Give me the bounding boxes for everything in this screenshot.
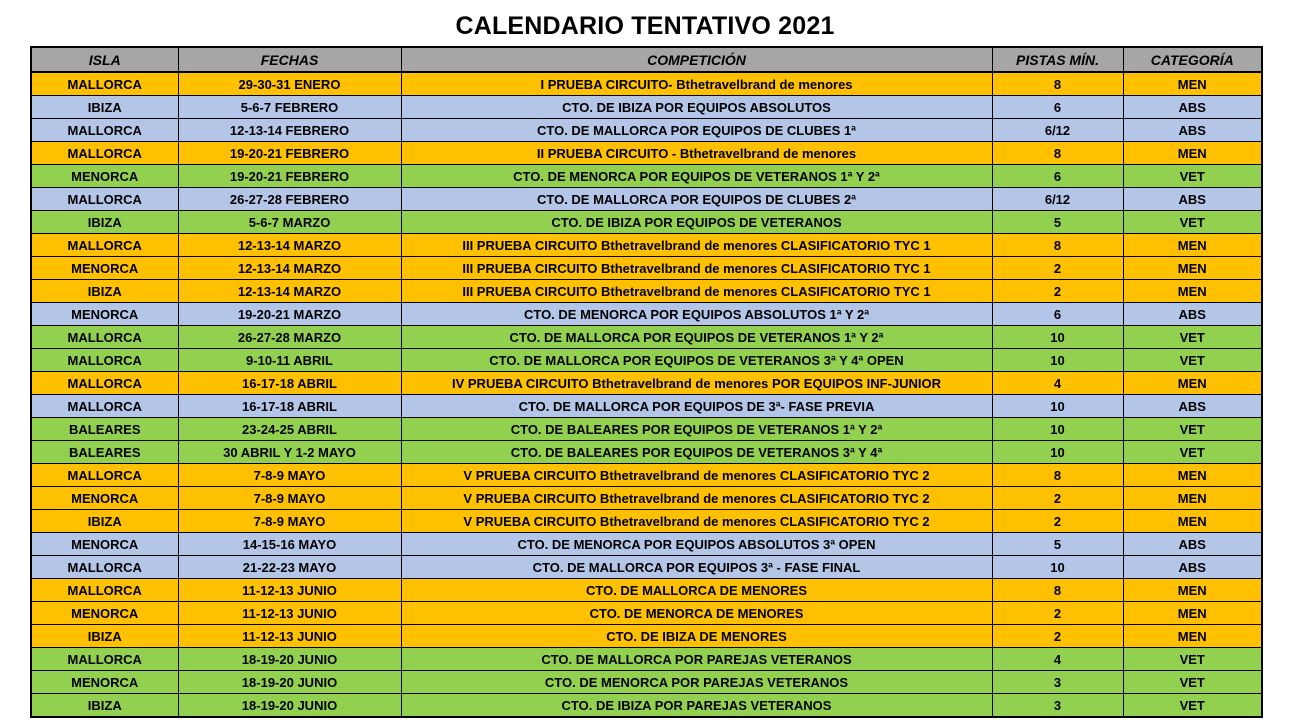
table-row <box>31 96 1262 119</box>
table-row <box>31 188 1262 211</box>
isla-cell: IBIZA <box>31 280 178 303</box>
competicion-cell: V PRUEBA CIRCUITO Bthetravelbrand de menores CLASIFICATORIO TYC 2 <box>401 487 992 510</box>
categoria-cell: VET <box>1123 441 1262 464</box>
competicion-cell: III PRUEBA CIRCUITO Bthetravelbrand de menores CLASIFICATORIO TYC 1 <box>401 234 992 257</box>
table-row <box>31 556 1262 579</box>
table-row <box>31 142 1262 165</box>
pistas-cell: 10 <box>992 556 1123 579</box>
pistas-cell: 5 <box>992 211 1123 234</box>
table-row <box>31 234 1262 257</box>
isla-cell: MALLORCA <box>31 349 178 372</box>
calendar-table <box>30 46 1263 718</box>
competicion-cell: CTO. DE IBIZA POR EQUIPOS ABSOLUTOS <box>401 96 992 119</box>
pistas-cell: 6 <box>992 303 1123 326</box>
categoria-cell: MEN <box>1123 579 1262 602</box>
competicion-cell: CTO. DE MALLORCA POR EQUIPOS DE VETERANOS 1ª Y 2ª <box>401 326 992 349</box>
competicion-cell: CTO. DE IBIZA POR EQUIPOS DE VETERANOS <box>401 211 992 234</box>
categoria-cell: MEN <box>1123 280 1262 303</box>
competicion-cell: II PRUEBA CIRCUITO - Bthetravelbrand de menores <box>401 142 992 165</box>
table-row <box>31 303 1262 326</box>
fechas-cell: 12-13-14 MARZO <box>178 280 401 303</box>
fechas-cell: 12-13-14 FEBRERO <box>178 119 401 142</box>
competicion-cell: CTO. DE MALLORCA POR PAREJAS VETERANOS <box>401 648 992 671</box>
isla-cell: MALLORCA <box>31 326 178 349</box>
table-row <box>31 257 1262 280</box>
pistas-cell: 8 <box>992 142 1123 165</box>
competicion-cell: III PRUEBA CIRCUITO Bthetravelbrand de menores CLASIFICATORIO TYC 1 <box>401 280 992 303</box>
categoria-cell: VET <box>1123 418 1262 441</box>
pistas-cell: 10 <box>992 418 1123 441</box>
categoria-cell: MEN <box>1123 510 1262 533</box>
table-row <box>31 119 1262 142</box>
isla-cell: MALLORCA <box>31 72 178 96</box>
isla-cell: MALLORCA <box>31 648 178 671</box>
isla-cell: IBIZA <box>31 96 178 119</box>
pistas-cell: 8 <box>992 464 1123 487</box>
pistas-cell: 2 <box>992 257 1123 280</box>
pistas-cell: 2 <box>992 510 1123 533</box>
pistas-cell: 4 <box>992 648 1123 671</box>
pistas-cell: 2 <box>992 487 1123 510</box>
fechas-cell: 14-15-16 MAYO <box>178 533 401 556</box>
isla-cell: IBIZA <box>31 510 178 533</box>
column-header-fechas: FECHAS <box>178 47 401 72</box>
categoria-cell: VET <box>1123 349 1262 372</box>
isla-cell: MENORCA <box>31 303 178 326</box>
competicion-cell: CTO. DE MENORCA POR EQUIPOS DE VETERANOS 1ª Y 2ª <box>401 165 992 188</box>
isla-cell: MALLORCA <box>31 556 178 579</box>
isla-cell: BALEARES <box>31 418 178 441</box>
table-body <box>31 72 1262 717</box>
isla-cell: IBIZA <box>31 694 178 718</box>
categoria-cell: ABS <box>1123 119 1262 142</box>
isla-cell: MENORCA <box>31 257 178 280</box>
categoria-cell: MEN <box>1123 372 1262 395</box>
column-header-isla: ISLA <box>31 47 178 72</box>
pistas-cell: 2 <box>992 280 1123 303</box>
categoria-cell: MEN <box>1123 234 1262 257</box>
pistas-cell: 5 <box>992 533 1123 556</box>
table-row <box>31 165 1262 188</box>
isla-cell: MENORCA <box>31 165 178 188</box>
competicion-cell: V PRUEBA CIRCUITO Bthetravelbrand de menores CLASIFICATORIO TYC 2 <box>401 510 992 533</box>
table-row <box>31 418 1262 441</box>
pistas-cell: 8 <box>992 234 1123 257</box>
competicion-cell: V PRUEBA CIRCUITO Bthetravelbrand de menores CLASIFICATORIO TYC 2 <box>401 464 992 487</box>
isla-cell: IBIZA <box>31 625 178 648</box>
competicion-cell: CTO. DE BALEARES POR EQUIPOS DE VETERANOS 1ª Y 2ª <box>401 418 992 441</box>
categoria-cell: ABS <box>1123 188 1262 211</box>
isla-cell: IBIZA <box>31 211 178 234</box>
table-row <box>31 441 1262 464</box>
fechas-cell: 19-20-21 FEBRERO <box>178 142 401 165</box>
categoria-cell: MEN <box>1123 142 1262 165</box>
categoria-cell: ABS <box>1123 556 1262 579</box>
fechas-cell: 11-12-13 JUNIO <box>178 625 401 648</box>
page-title: CALENDARIO TENTATIVO 2021 <box>455 12 835 40</box>
categoria-cell: MEN <box>1123 602 1262 625</box>
fechas-cell: 29-30-31 ENERO <box>178 72 401 96</box>
table-row <box>31 211 1262 234</box>
fechas-cell: 5-6-7 MARZO <box>178 211 401 234</box>
pistas-cell: 10 <box>992 395 1123 418</box>
table-row <box>31 464 1262 487</box>
pistas-cell: 10 <box>992 441 1123 464</box>
fechas-cell: 19-20-21 MARZO <box>178 303 401 326</box>
isla-cell: MENORCA <box>31 602 178 625</box>
categoria-cell: MEN <box>1123 625 1262 648</box>
categoria-cell: MEN <box>1123 487 1262 510</box>
isla-cell: MENORCA <box>31 671 178 694</box>
fechas-cell: 11-12-13 JUNIO <box>178 602 401 625</box>
table-row <box>31 602 1262 625</box>
pistas-cell: 6 <box>992 96 1123 119</box>
fechas-cell: 12-13-14 MARZO <box>178 257 401 280</box>
categoria-cell: VET <box>1123 326 1262 349</box>
pistas-cell: 8 <box>992 72 1123 96</box>
competicion-cell: III PRUEBA CIRCUITO Bthetravelbrand de menores CLASIFICATORIO TYC 1 <box>401 257 992 280</box>
competicion-cell: CTO. DE IBIZA DE MENORES <box>401 625 992 648</box>
column-header-categoria: CATEGORÍA <box>1123 47 1262 72</box>
competicion-cell: CTO. DE MENORCA DE MENORES <box>401 602 992 625</box>
table-row <box>31 510 1262 533</box>
table-row <box>31 579 1262 602</box>
fechas-cell: 21-22-23 MAYO <box>178 556 401 579</box>
table-row <box>31 694 1262 718</box>
isla-cell: MALLORCA <box>31 119 178 142</box>
competicion-cell: CTO. DE MALLORCA POR EQUIPOS DE VETERANOS 3ª Y 4ª OPEN <box>401 349 992 372</box>
table-row <box>31 671 1262 694</box>
competicion-cell: CTO. DE MALLORCA DE MENORES <box>401 579 992 602</box>
fechas-cell: 18-19-20 JUNIO <box>178 694 401 718</box>
pistas-cell: 8 <box>992 579 1123 602</box>
pistas-cell: 10 <box>992 326 1123 349</box>
categoria-cell: ABS <box>1123 303 1262 326</box>
fechas-cell: 12-13-14 MARZO <box>178 234 401 257</box>
pistas-cell: 6/12 <box>992 188 1123 211</box>
pistas-cell: 6 <box>992 165 1123 188</box>
categoria-cell: VET <box>1123 671 1262 694</box>
competicion-cell: CTO. DE MALLORCA POR EQUIPOS DE CLUBES 1ª <box>401 119 992 142</box>
pistas-cell: 3 <box>992 694 1123 718</box>
table-row <box>31 395 1262 418</box>
fechas-cell: 16-17-18 ABRIL <box>178 395 401 418</box>
fechas-cell: 11-12-13 JUNIO <box>178 579 401 602</box>
categoria-cell: VET <box>1123 165 1262 188</box>
competicion-cell: CTO. DE BALEARES POR EQUIPOS DE VETERANOS 3ª Y 4ª <box>401 441 992 464</box>
categoria-cell: VET <box>1123 211 1262 234</box>
isla-cell: MALLORCA <box>31 142 178 165</box>
table-row <box>31 72 1262 96</box>
competicion-cell: CTO. DE MALLORCA POR EQUIPOS DE CLUBES 2ª <box>401 188 992 211</box>
isla-cell: MALLORCA <box>31 464 178 487</box>
fechas-cell: 9-10-11 ABRIL <box>178 349 401 372</box>
fechas-cell: 7-8-9 MAYO <box>178 464 401 487</box>
column-header-competicion: COMPETICIÓN <box>401 47 992 72</box>
categoria-cell: MEN <box>1123 257 1262 280</box>
pistas-cell: 6/12 <box>992 119 1123 142</box>
table-row <box>31 349 1262 372</box>
fechas-cell: 30 ABRIL Y 1-2 MAYO <box>178 441 401 464</box>
fechas-cell: 18-19-20 JUNIO <box>178 671 401 694</box>
isla-cell: MALLORCA <box>31 395 178 418</box>
pistas-cell: 2 <box>992 625 1123 648</box>
competicion-cell: I PRUEBA CIRCUITO- Bthetravelbrand de menores <box>401 72 992 96</box>
fechas-cell: 18-19-20 JUNIO <box>178 648 401 671</box>
competicion-cell: CTO. DE MENORCA POR PAREJAS VETERANOS <box>401 671 992 694</box>
fechas-cell: 23-24-25 ABRIL <box>178 418 401 441</box>
categoria-cell: ABS <box>1123 96 1262 119</box>
table-row <box>31 326 1262 349</box>
pistas-cell: 4 <box>992 372 1123 395</box>
table-row <box>31 533 1262 556</box>
pistas-cell: 2 <box>992 602 1123 625</box>
fechas-cell: 16-17-18 ABRIL <box>178 372 401 395</box>
fechas-cell: 26-27-28 FEBRERO <box>178 188 401 211</box>
fechas-cell: 5-6-7 FEBRERO <box>178 96 401 119</box>
header-row <box>31 47 1262 72</box>
competicion-cell: IV PRUEBA CIRCUITO Bthetravelbrand de menores POR EQUIPOS INF-JUNIOR <box>401 372 992 395</box>
isla-cell: MENORCA <box>31 533 178 556</box>
isla-cell: MALLORCA <box>31 234 178 257</box>
isla-cell: MALLORCA <box>31 188 178 211</box>
table-row <box>31 648 1262 671</box>
categoria-cell: MEN <box>1123 72 1262 96</box>
table-row <box>31 487 1262 510</box>
competicion-cell: CTO. DE MALLORCA POR EQUIPOS DE 3ª- FASE PREVIA <box>401 395 992 418</box>
pistas-cell: 3 <box>992 671 1123 694</box>
column-header-pistas: PISTAS MÍN. <box>992 47 1123 72</box>
fechas-cell: 26-27-28 MARZO <box>178 326 401 349</box>
competicion-cell: CTO. DE IBIZA POR PAREJAS VETERANOS <box>401 694 992 718</box>
table-row <box>31 280 1262 303</box>
categoria-cell: MEN <box>1123 464 1262 487</box>
table-row <box>31 372 1262 395</box>
isla-cell: BALEARES <box>31 441 178 464</box>
isla-cell: MENORCA <box>31 487 178 510</box>
competicion-cell: CTO. DE MALLORCA POR EQUIPOS 3ª - FASE FINAL <box>401 556 992 579</box>
categoria-cell: VET <box>1123 648 1262 671</box>
competicion-cell: CTO. DE MENORCA POR EQUIPOS ABSOLUTOS 1ª Y 2ª <box>401 303 992 326</box>
competicion-cell: CTO. DE MENORCA POR EQUIPOS ABSOLUTOS 3ª OPEN <box>401 533 992 556</box>
table-row <box>31 625 1262 648</box>
pistas-cell: 10 <box>992 349 1123 372</box>
fechas-cell: 19-20-21 FEBRERO <box>178 165 401 188</box>
categoria-cell: ABS <box>1123 395 1262 418</box>
categoria-cell: ABS <box>1123 533 1262 556</box>
fechas-cell: 7-8-9 MAYO <box>178 510 401 533</box>
fechas-cell: 7-8-9 MAYO <box>178 487 401 510</box>
categoria-cell: VET <box>1123 694 1262 718</box>
isla-cell: MALLORCA <box>31 372 178 395</box>
isla-cell: MALLORCA <box>31 579 178 602</box>
